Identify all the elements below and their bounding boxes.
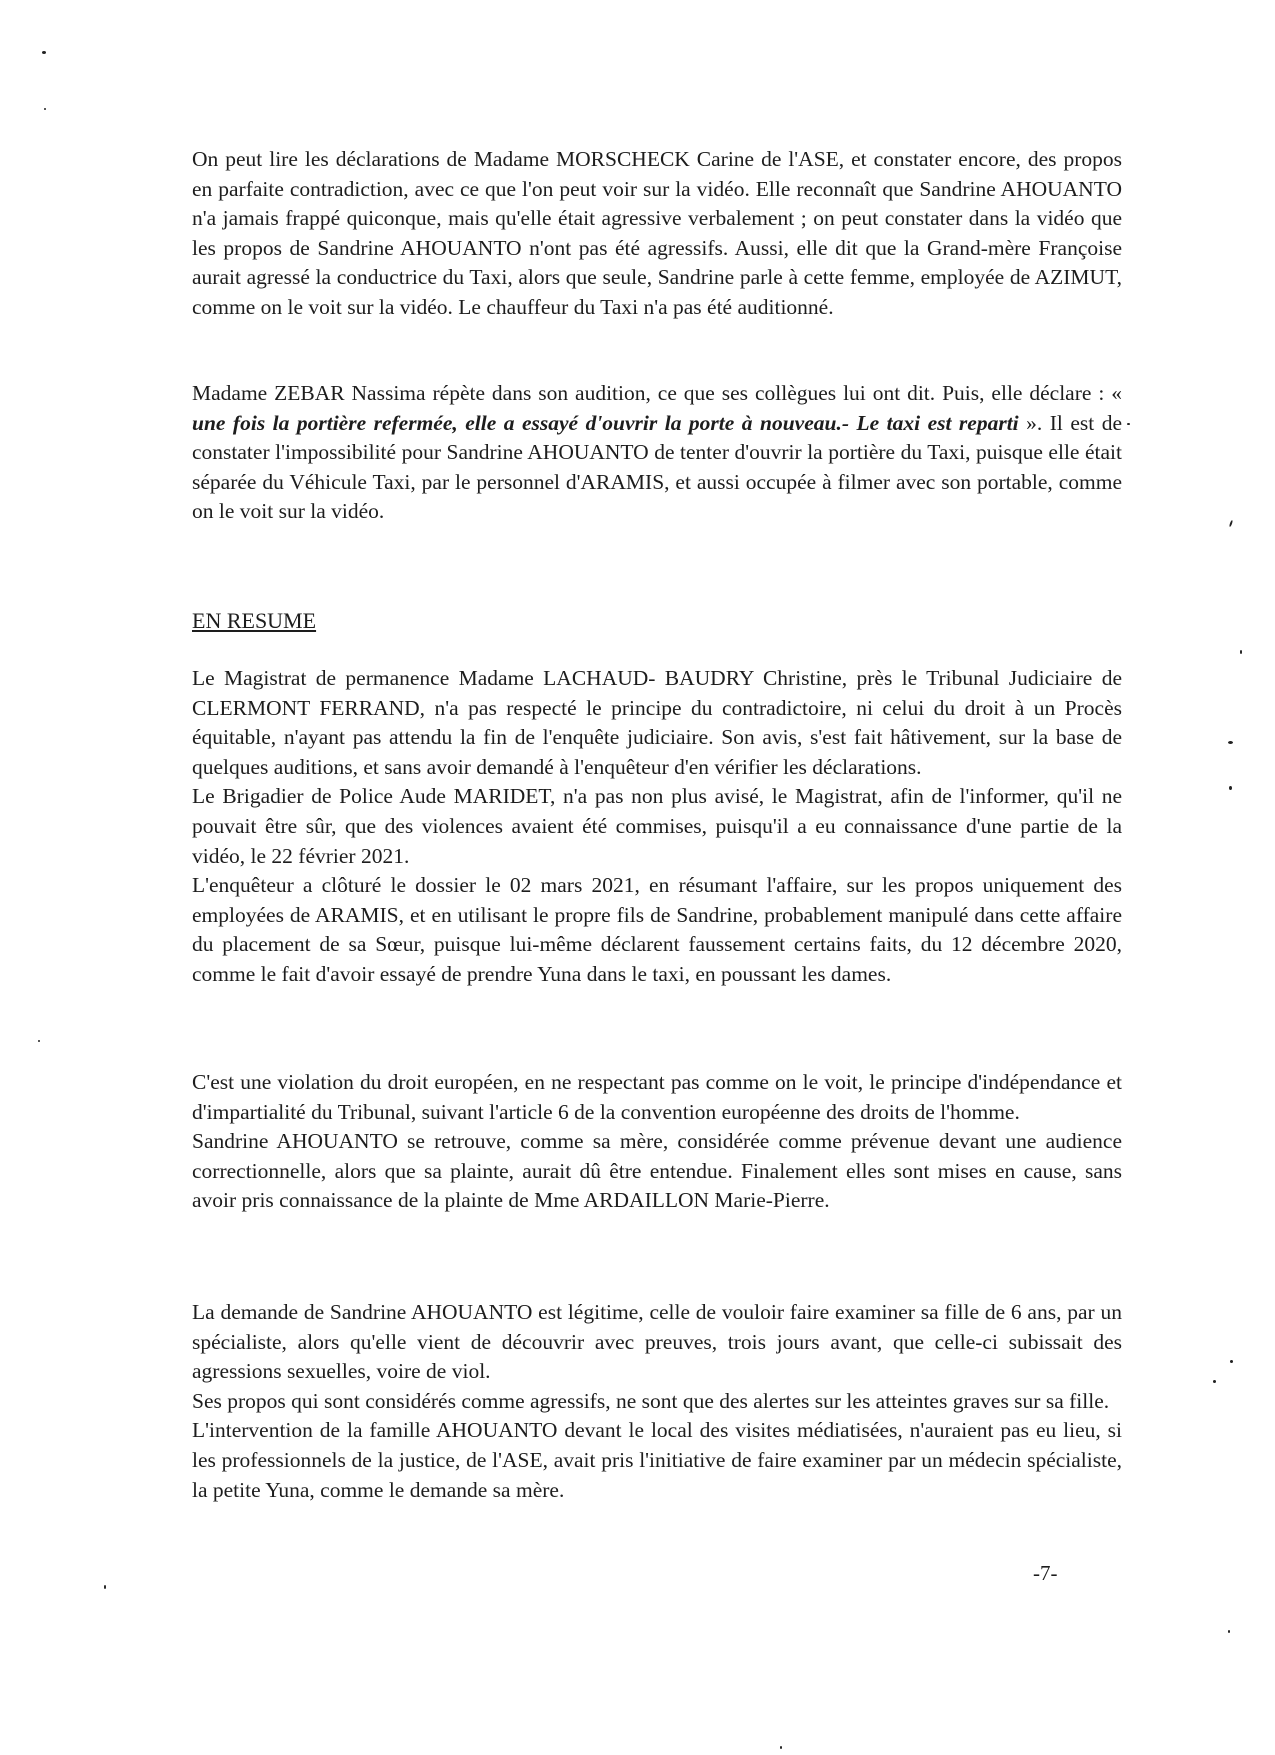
scan-speck [1240, 650, 1242, 654]
paragraph-zebar-intro: Madame ZEBAR Nassima répète dans son audition, ce que ses collègues lui ont dit. Puis, elle déclare : « [192, 381, 1122, 405]
scan-speck [104, 1585, 106, 1589]
paragraph-summary [192, 664, 1122, 990]
violation-line-droit-europeen: C'est une violation du droit européen, en ne respectant pas comme on le voit, le principe d'indépendance et d'impartialité du Tribunal, suivant l'article 6 de la convention européenne des droits de l'homme. [192, 1070, 1122, 1124]
paragraph-morscheck: On peut lire les déclarations de Madame MORSCHECK Carine de l'ASE, et constater encore, des propos en parfaite contradiction, avec ce que l'on peut voir sur la vidéo. Elle reconnaît que Sandrine AHOUANTO n'a jamais frappé quiconque, mais qu'elle était agressive verbalement ; on peut constater dans la vidéo que les propos de Sandrine AHOUANTO n'ont pas été agressifs. Aussi, elle dit que la Grand-mère Françoise aurait agressé la conductrice du Taxi, alors que seule, Sandrine parle à cette femme, employée de AZIMUT, comme on le voit sur la vidéo. Le chauffeur du Taxi n'a pas été auditionné. [192, 147, 1122, 319]
scan-speck [1229, 786, 1232, 790]
scan-speck [1127, 423, 1130, 425]
paragraph-zebar [192, 379, 1122, 527]
scan-speck [1213, 1380, 1216, 1383]
scan-speck [1229, 520, 1233, 527]
summary-line-enqueteur: L'enquêteur a clôturé le dossier le 02 mars 2021, en résumant l'affaire, sur les propos uniquement des employées de ARAMIS, et en utilisant le propre fils de Sandrine, probablement manipulé dans cette affaire du placement de sa Sœur, puisque lui-même déclarent faussement certains faits, du 12 décembre 2020, comme le fait d'avoir essayé de prendre Yuna dans le taxi, en poussant les dames. [192, 873, 1122, 986]
scan-speck [42, 51, 46, 54]
scan-speck [1230, 1360, 1233, 1363]
section-heading: EN RESUME [192, 608, 317, 633]
scan-speck [38, 1040, 40, 1042]
paragraph-violation [192, 1068, 1122, 1216]
demande-line-intervention: L'intervention de la famille AHOUANTO devant le local des visites médiatisées, n'auraient pas eu lieu, si les professionnels de la justice, de l'ASE, avait pris l'initiative de faire examiner par un médecin spécialiste, la petite Yuna, comme le demande sa mère. [192, 1418, 1122, 1502]
paragraph-zebar-quote: une fois la portière refermée, elle a essayé d'ouvrir la porte à nouveau.- Le taxi est reparti [192, 410, 1019, 435]
demande-line-legitime: La demande de Sandrine AHOUANTO est légitime, celle de vouloir faire examiner sa fille de 6 ans, par un spécialiste, alors qu'elle vient de découvrir avec preuves, trois jours avant, que celle-ci subissait des agressions sexuelles, voire de viol. [192, 1300, 1122, 1384]
demande-line-propos: Ses propos qui sont considérés comme agressifs, ne sont que des alertes sur les atteintes graves sur sa fille. [192, 1388, 1110, 1413]
violation-line-prevenue: Sandrine AHOUANTO se retrouve, comme sa mère, considérée comme prévenue devant une audience correctionnelle, alors que sa plainte, aurait dû être entendue. Finalement elles sont mises en cause, sans avoir pris connaissance de la plainte de Mme ARDAILLON Marie-Pierre. [192, 1129, 1122, 1213]
paragraph-zebar-rest: ». Il est de constater l'impossibilité pour Sandrine AHOUANTO de tenter d'ouvrir la portière du Taxi, puisque elle était séparée du Véhicule Taxi, par le personnel d'ARAMIS, et aussi occupée à filmer avec son portable, comme on le voit sur la vidéo. [192, 410, 1122, 524]
scan-speck [780, 1746, 782, 1749]
scan-speck [1228, 741, 1233, 744]
summary-line-brigadier: Le Brigadier de Police Aude MARIDET, n'a pas non plus avisé, le Magistrat, afin de l'informer, qu'il ne pouvait être sûr, que des violences avaient été commises, puisqu'il a eu connaissance d'une partie de la vidéo, le 22 février 2021. [192, 784, 1122, 868]
summary-line-magistrat: Le Magistrat de permanence Madame LACHAUD- BAUDRY Christine, près le Tribunal Judiciaire de CLERMONT FERRAND, n'a pas respecté le principe du contradictoire, ni celui du droit à un Procès équitable, n'ayant pas attendu la fin de l'enquête judiciaire. Son avis, s'est fait hâtivement, sur la base de quelques auditions, et sans avoir demandé à l'enquêteur d'en vérifier les déclarations. [192, 666, 1122, 779]
page-number: -7- [1033, 1561, 1058, 1585]
scan-speck [44, 108, 46, 110]
scan-speck [1228, 1630, 1230, 1633]
paragraph-demande [192, 1298, 1122, 1505]
